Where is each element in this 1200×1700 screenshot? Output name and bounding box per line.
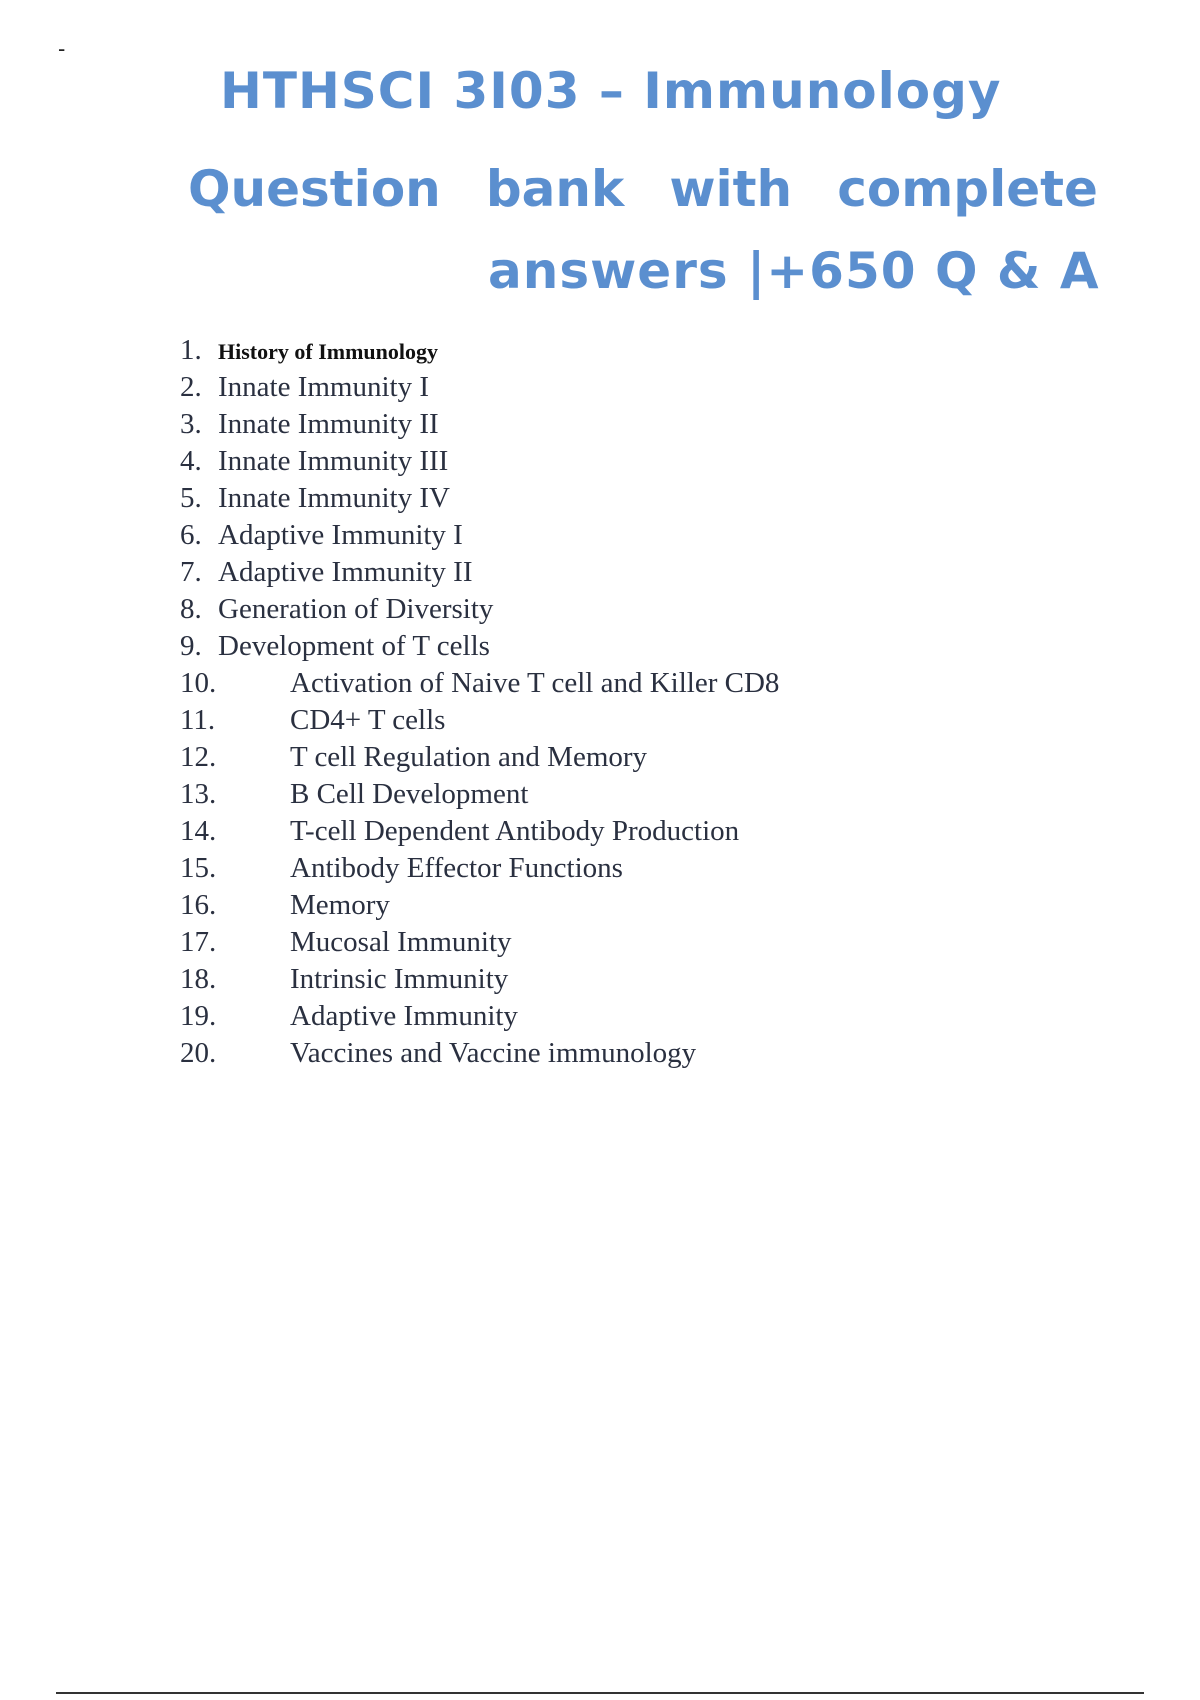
toc-item-label: Innate Immunity IV xyxy=(218,482,450,514)
toc-item-number: 18. xyxy=(180,963,217,995)
toc-item xyxy=(180,369,779,406)
toc-item-number: 11. xyxy=(180,704,216,736)
toc-item-number: 19. xyxy=(180,1000,217,1032)
title-word-with: with xyxy=(669,160,793,218)
toc-item-label: Memory xyxy=(290,889,390,921)
toc-item-number: 8. xyxy=(180,593,202,625)
title-line-1: HTHSCI 3I03 – Immunology xyxy=(220,62,1002,120)
toc-item-number: 7. xyxy=(180,556,202,588)
toc-item-number: 12. xyxy=(180,741,217,773)
title-word-bank: bank xyxy=(485,160,625,218)
footer-rule xyxy=(56,1692,1144,1694)
toc-item xyxy=(180,591,779,628)
toc-item-label: History of Immunology xyxy=(218,339,438,364)
title-line-3: answers |+650 Q & A xyxy=(488,242,1100,300)
toc-item xyxy=(180,961,779,998)
toc-item-number: 14. xyxy=(180,815,217,847)
toc-item xyxy=(180,554,779,591)
toc-item xyxy=(180,517,779,554)
toc-item-label: Adaptive Immunity xyxy=(290,1000,518,1032)
toc-item-number: 5. xyxy=(180,482,202,514)
toc-item-label: Vaccines and Vaccine immunology xyxy=(290,1037,697,1069)
toc-item-label: Activation of Naive T cell and Killer CD8 xyxy=(290,667,780,699)
toc-item-number: 10. xyxy=(180,667,217,699)
toc-item-label: Intrinsic Immunity xyxy=(290,963,509,995)
toc-item xyxy=(180,665,779,702)
title-word-complete: complete xyxy=(837,160,1098,218)
toc-item xyxy=(180,739,779,776)
toc-item xyxy=(180,332,779,369)
title-word-question: Question xyxy=(188,160,441,218)
toc-item xyxy=(180,628,779,665)
toc-item-number: 13. xyxy=(180,778,217,810)
toc-item-number: 3. xyxy=(180,408,202,440)
toc-item xyxy=(180,443,779,480)
toc-item-label: Innate Immunity I xyxy=(218,371,430,403)
table-of-contents xyxy=(180,332,779,1072)
toc-item-number: 2. xyxy=(180,371,202,403)
toc-item xyxy=(180,998,779,1035)
title-line-2 xyxy=(188,160,1098,218)
toc-item-label: T cell Regulation and Memory xyxy=(290,741,648,773)
toc-item-number: 4. xyxy=(180,445,202,477)
toc-item-label: Innate Immunity III xyxy=(218,445,449,477)
toc-item xyxy=(180,850,779,887)
toc-item-number: 16. xyxy=(180,889,217,921)
toc-item xyxy=(180,406,779,443)
toc-item xyxy=(180,813,779,850)
toc-item-label: Innate Immunity II xyxy=(218,408,439,440)
toc-item xyxy=(180,1035,779,1072)
toc-item-number: 9. xyxy=(180,630,202,662)
toc-item-label: Generation of Diversity xyxy=(218,593,494,625)
toc-item xyxy=(180,924,779,961)
toc-item-label: CD4+ T cells xyxy=(290,704,446,736)
toc-item-number: 1. xyxy=(180,334,202,366)
toc-item-label: Adaptive Immunity II xyxy=(218,556,473,588)
toc-item-label: T-cell Dependent Antibody Production xyxy=(290,815,740,847)
toc-item xyxy=(180,480,779,517)
toc-item xyxy=(180,776,779,813)
toc-item-number: 15. xyxy=(180,852,217,884)
toc-item-number: 6. xyxy=(180,519,202,551)
corner-dash-mark: - xyxy=(58,36,66,61)
toc-item-label: Development of T cells xyxy=(218,630,490,662)
toc-item-label: B Cell Development xyxy=(290,778,529,810)
toc-item-label: Mucosal Immunity xyxy=(290,926,512,958)
toc-item-label: Antibody Effector Functions xyxy=(290,852,623,884)
toc-item xyxy=(180,702,779,739)
toc-item-label: Adaptive Immunity I xyxy=(218,519,463,551)
toc-item-number: 17. xyxy=(180,926,217,958)
toc-item xyxy=(180,887,779,924)
toc-item-number: 20. xyxy=(180,1037,217,1069)
